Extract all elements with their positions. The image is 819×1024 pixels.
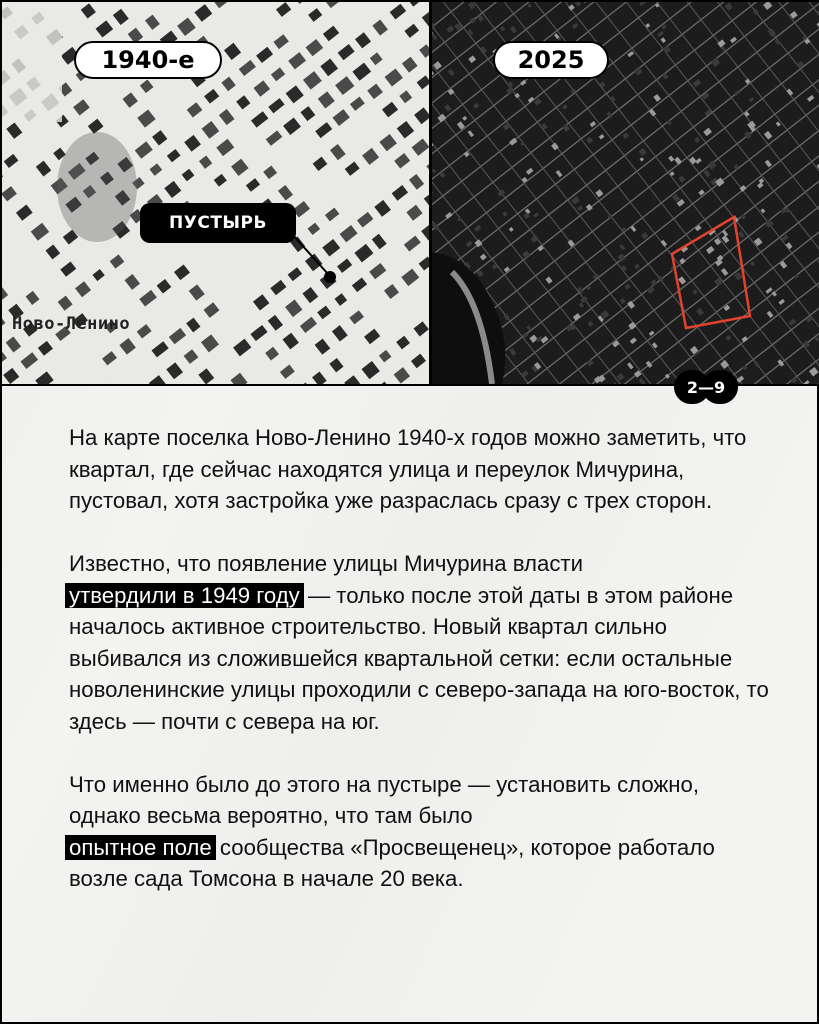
wasteland-label: ПУСТЫРЬ [140,203,296,243]
period-label-2025: 2025 [493,41,609,79]
paragraph-2: Известно, что появление улицы Мичурина власти утвердили в 1949 году — только после этой даты в этом районе началось активное строительство. Новый квартал сильно выбивался из сложившейся квартальной сетки: если остальные новоленинские улицы проходили с северо-запада на юго-восток, то здесь — почти с севера на юг. [69,548,769,737]
period-label-1940s: 1940-е [74,41,222,79]
maps-comparison [2,2,819,386]
map-1940s [2,2,429,384]
page-indicator: 2—9 [670,370,742,404]
highlighted-block [432,2,819,384]
article-text [69,422,769,926]
paragraph-3: Что именно было до этого на пустыре — установить сложно, однако весьма вероятно, что там было опытное поле сообщества «Просвещенец», которое работало возле сада Томсона в начале 20 века. [69,769,769,895]
highlight-1949: утвердили в 1949 году [65,583,304,608]
map-2025 [432,2,819,384]
highlight-experimental-field: опытное поле [65,835,216,860]
paragraph-1: На карте поселка Ново-Ленино 1940-х годов можно заметить, что квартал, где сейчас находятся улица и переулок Мичурина, пустовал, хотя застройка уже разраслась сразу с трех сторон. [69,425,747,513]
place-name-label: Ново-Ленино [12,314,131,334]
